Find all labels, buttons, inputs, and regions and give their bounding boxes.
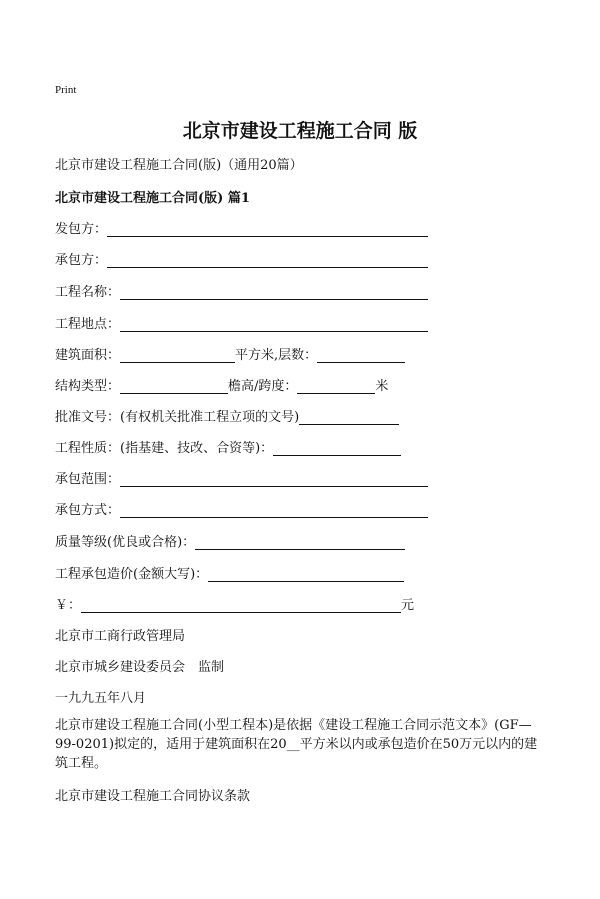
field-contractor-blank [107, 253, 428, 268]
field-structure-type-blank [120, 379, 228, 394]
field-building-area-label: 建筑面积： [55, 348, 121, 363]
issuer-2: 北京市城乡建设委员会 监制 [55, 660, 225, 675]
field-yen-amount [55, 594, 414, 613]
field-project-name-blank [120, 285, 428, 300]
field-project-name [55, 281, 428, 300]
field-contractor [55, 249, 428, 268]
field-yuan-unit: 元 [401, 598, 415, 613]
field-approval-no-label: 批准文号：(有权机关批准工程立项的文号) [55, 410, 300, 425]
field-contract-scope [55, 468, 428, 487]
field-contractor-label: 承包方： [55, 253, 108, 268]
field-approval-no [55, 406, 399, 425]
field-quality-grade [55, 531, 405, 550]
field-building-area-blank [120, 348, 235, 363]
field-contract-price-blank [208, 567, 404, 582]
field-employer [55, 218, 428, 237]
section-heading: 北京市建设工程施工合同(版) 篇1 [55, 191, 250, 206]
field-quality-grade-blank [195, 535, 405, 550]
field-contract-scope-label: 承包范围： [55, 472, 121, 487]
field-project-nature [55, 437, 401, 456]
agreement-heading: 北京市建设工程施工合同协议条款 [55, 789, 251, 804]
intro-paragraph: 北京市建设工程施工合同(小型工程本)是依据《建设工程施工合同示范文本》(GF—99-0201)拟定的，适用于建筑面积在20__平方米以内或承包造价在50万元以内的建筑工程。 [55, 718, 538, 771]
field-floors-blank [317, 348, 405, 363]
field-yen-amount-blank [81, 598, 401, 613]
field-contract-method-blank [120, 503, 428, 518]
print-label: Print [55, 84, 77, 96]
field-project-location [55, 313, 428, 332]
field-yen-sign: ￥： [55, 598, 82, 613]
issuer-1: 北京市工商行政管理局 [55, 629, 186, 644]
document-title: 北京市建设工程施工合同 版 [182, 120, 418, 142]
document-subtitle: 北京市建设工程施工合同(版)（通用20篇） [55, 158, 303, 173]
field-project-nature-label: 工程性质：(指基建、技改、合资等)： [55, 441, 274, 456]
field-building-area [55, 344, 405, 363]
field-eave-span-blank [297, 379, 375, 394]
field-project-nature-blank [273, 441, 401, 456]
field-project-location-label: 工程地点： [55, 317, 121, 332]
field-approval-no-blank [299, 410, 399, 425]
field-contract-scope-blank [120, 472, 428, 487]
field-employer-blank [107, 222, 428, 237]
field-structure-type-label: 结构类型： [55, 379, 121, 394]
field-contract-method-label: 承包方式： [55, 503, 121, 518]
field-project-name-label: 工程名称： [55, 285, 121, 300]
field-contract-price [55, 563, 404, 582]
issue-date: 一九九五年八月 [55, 691, 147, 706]
field-project-location-blank [120, 317, 428, 332]
field-structure-type [55, 375, 388, 394]
field-meter-unit: 米 [375, 379, 389, 394]
field-quality-grade-label: 质量等级(优良或合格)： [55, 535, 196, 550]
field-contract-price-label: 工程承包造价(金额大写)： [55, 567, 209, 582]
field-employer-label: 发包方： [55, 222, 108, 237]
field-eave-span-label: 檐高/跨度： [228, 379, 298, 394]
field-area-unit-floors-label: 平方米,层数： [235, 348, 318, 363]
field-contract-method [55, 499, 428, 518]
